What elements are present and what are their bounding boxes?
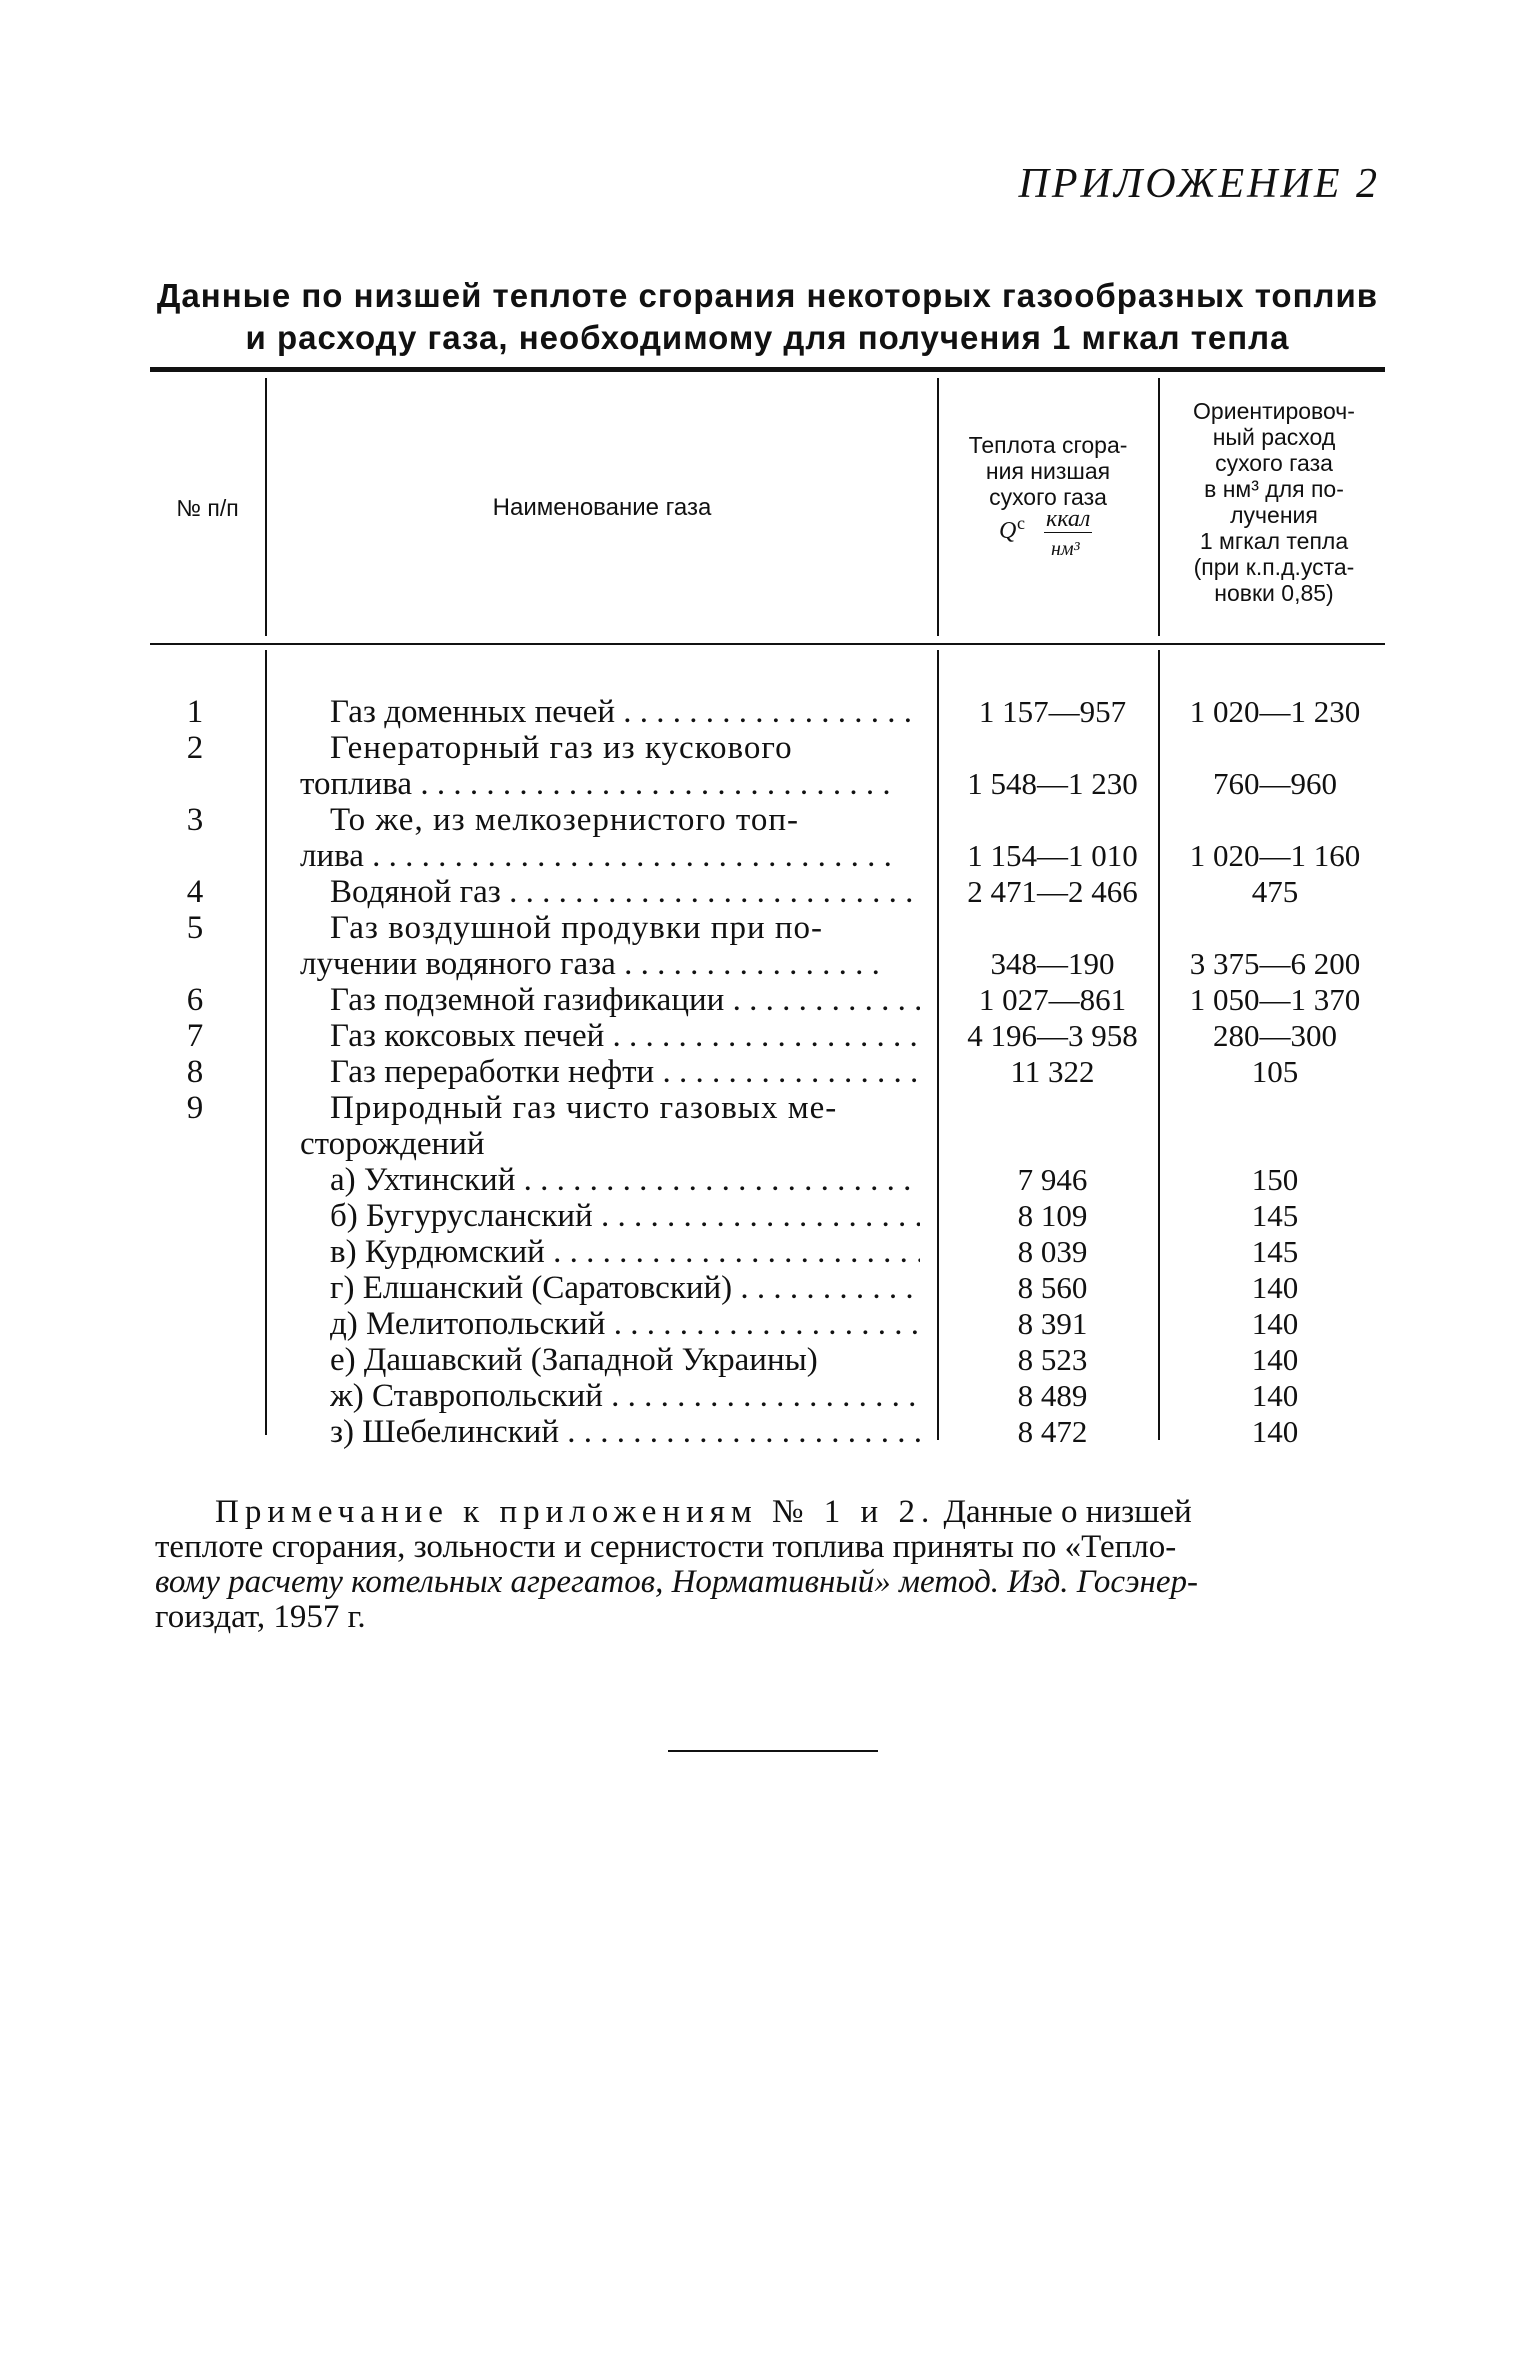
column-divider-1-body	[265, 650, 267, 1435]
table-top-rule	[150, 367, 1385, 372]
header-bottom-rule	[150, 643, 1385, 645]
header-name: Наименование газа	[492, 494, 712, 521]
footnote: Примечание к приложениям № 1 и 2. Данные о низшей теплоте сгорания, зольности и сернистости топлива приняты по «Тепло- вому расчету котельных агрегатов, Нормативный» метод. Изд. Госэнер- гоиздат, 1957 г.	[155, 1494, 1199, 1635]
title-line-2: и расходу газа, необходимому для получения 1 мгкал тепла	[245, 319, 1290, 356]
title-line-1: Данные по низшей теплоте сгорания некоторых газообразных топлив	[156, 277, 1379, 314]
heat-c-superscript: с	[1017, 513, 1025, 533]
column-divider-2-body	[937, 650, 939, 1440]
header-heat: Теплота сгора- ния низшая сухого газа Q с ккал нм³	[968, 432, 1128, 560]
header-consumption: Ориентировоч- ный расход сухого газа в нм³ для по- лучения 1 мгкал тепла (при к.п.д.уста- новки 0,85)	[1193, 398, 1355, 606]
heat-unit-denominator: нм³	[1051, 538, 1080, 560]
heat-q-symbol: Q	[999, 518, 1017, 544]
heat-unit-numerator: ккал	[1046, 506, 1091, 532]
table-title	[150, 275, 1385, 359]
document-page: ПРИЛОЖЕНИЕ 2 Данные по низшей теплоте сгорания некоторых газообразных топлив и расходу газа, необходимому для получения 1 мгкал тепла № п/п Наименование газа Теплота сгора- ния низшая сухого газа Q с ккал нм³ Ориентировоч- ный расход сухого газа в нм³ для по- лучения 1 мгкал тепла (при к.п.д.уста- новки 0,85) 1 Газ доменных печей . . . 1 157—957 1 020—1 230 2 Генераторный газ из кускового топлива . . . 1 548—1 230 760—960 3 То же, из мелкозернистого топ- лива . . . 1 154—1 010 1 020—1 160 4 Водяной газ . . . 2 471—2 466 475 5 Газ воздушной продувки при по- лучении водяного газа . . . 348—190 3 375—6 200 6 Газ подземной газификации . . . 1 027—861 1 050—1 370 7 Газ коксовых печей . . . 4 196—3 958 280—300 8 Газ переработки нефти . . . 11 322 105 9 Природный газ чисто газовых ме- сторождений а) Ухтинский . . . 7 946 150 б) Бугурусланский . . . 8 109 145 в) Курдюмский . . . 8 039 145 г) Елшанский (Саратовский) . . . 8 560 140 д) Мелитопольский . . . 8 391 140 е) Дашавский (Западной Украины) 8 523 140 ж) Ставропольский . . . 8 489 140 з) Шебелинский . . . 8 472 140 Примечание к приложениям № 1 и 2. Данные о низшей теплоте сгорания, зольности и сернистости топлива приняты по «Тепло- вому расчету котельных агрегатов, Нормативный» метод. Изд. Госэнер- гоиздат, 1957 г.	[0, 0, 1535, 2362]
header-num: № п/п	[176, 495, 239, 521]
column-divider-1	[265, 378, 267, 636]
note-lead: Примечание к приложениям № 1 и 2.	[215, 1494, 936, 1530]
appendix-label: ПРИЛОЖЕНИЕ 2	[1018, 161, 1380, 207]
closing-rule	[668, 1750, 878, 1752]
